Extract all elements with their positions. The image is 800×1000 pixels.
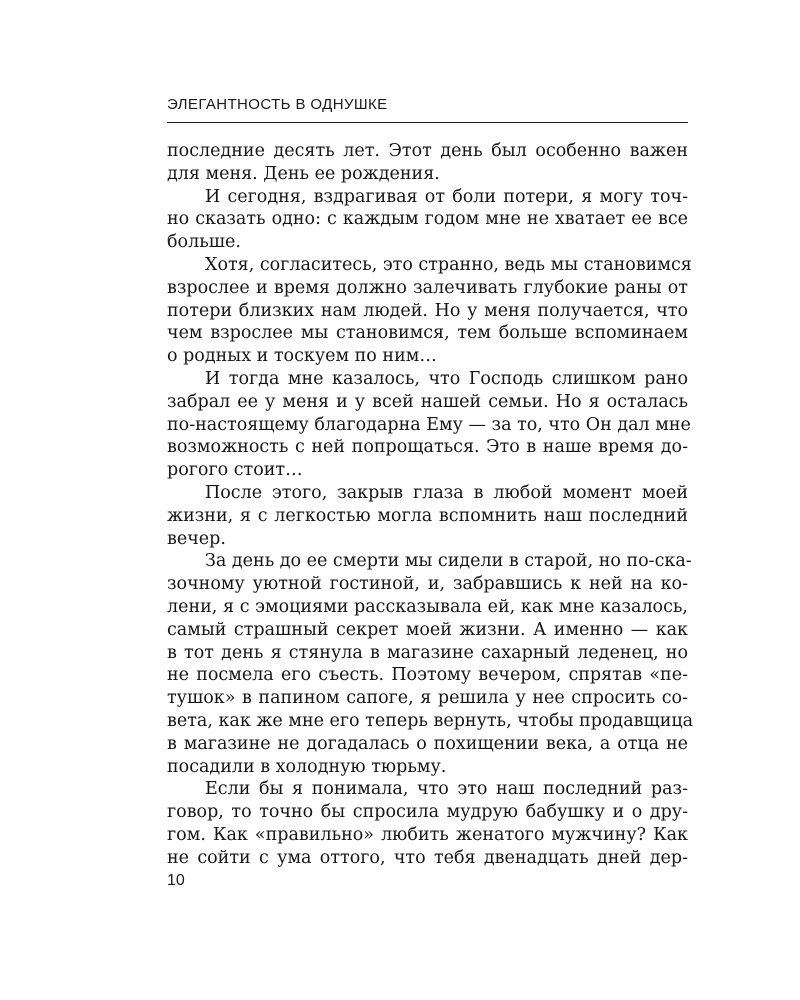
- running-title: ЭЛЕГАНТНОСТЬ В ОДНУШКЕ: [167, 96, 388, 113]
- text-line: забрал ее у меня и у всей нашей семьи. Но я осталась: [167, 391, 688, 412]
- text-line: больше.: [167, 232, 241, 253]
- text-line: гом. Как «правильно» любить женатого мужчину? Как: [167, 824, 688, 845]
- text-line: вета, как же мне его теперь вернуть, чтобы продавщица: [167, 710, 694, 731]
- text-line: возможность с ней попрощаться. Это в наше время до-: [167, 437, 688, 458]
- text-line: И сегодня, вздрагивая от боли потери, я могу точ-: [205, 186, 688, 207]
- text-line: последние десять лет. Этот день был особенно важен: [167, 141, 688, 161]
- text-line: самый страшный секрет моей жизни. А именно — как: [167, 619, 688, 640]
- page-number: 10: [167, 872, 185, 889]
- text-line: Хотя, согласитесь, это странно, ведь мы становимся: [205, 254, 692, 275]
- text-line: посадили в холодную тюрьму.: [167, 756, 447, 777]
- text-line: в магазине не догадалась о похищении века, а отца не: [167, 733, 688, 754]
- text-line: рогого стоит…: [167, 460, 303, 481]
- text-line: по-настоящему благодарна Ему — за то, что Он дал мне: [167, 414, 691, 435]
- header-divider: [167, 122, 688, 123]
- text-line: За день до ее смерти мы сидели в старой, но по-ска-: [205, 551, 692, 572]
- text-line: После этого, закрыв глаза в любой момент моей: [205, 482, 688, 503]
- text-line: тушок» в папином сапоге, я решила у нее спросить со-: [167, 688, 688, 709]
- text-line: потери близких нам людей. Но у меня получается, что: [167, 300, 688, 321]
- text-line: вечер.: [167, 528, 226, 549]
- text-line: о родных и тоскуем по ним…: [167, 346, 437, 367]
- text-line: взрослее и время должно залечивать глубокие раны от: [167, 277, 688, 298]
- text-line: И тогда мне казалось, что Господь слишком рано: [205, 368, 688, 389]
- text-line: не посмела его съесть. Поэтому вечером, спрятав «пе-: [167, 665, 688, 686]
- text-line: для меня. День ее рождения.: [167, 163, 440, 184]
- text-line: лени, я с эмоциями рассказывала ей, как мне казалось,: [167, 596, 688, 617]
- text-line: в тот день я стянула в магазине сахарный леденец, но: [167, 642, 688, 663]
- text-line: жизни, я с легкостью могла вспомнить наш последний: [167, 505, 688, 526]
- text-line: Если бы я понимала, что это наш последний раз-: [205, 779, 688, 800]
- text-line: чем взрослее мы становимся, тем больше вспоминаем: [167, 323, 688, 344]
- text-line: зочному уютной гостиной, и, забравшись к ней на ко-: [167, 574, 688, 595]
- text-line: но сказать одно: с каждым годом мне не хватает ее все: [167, 209, 688, 230]
- text-line: говор, то точно бы спросила мудрую бабушку и о дру-: [167, 802, 688, 823]
- text-line: не сойти с ума оттого, что тебя двенадцать дней дер-: [167, 847, 688, 868]
- body-text: [167, 140, 694, 870]
